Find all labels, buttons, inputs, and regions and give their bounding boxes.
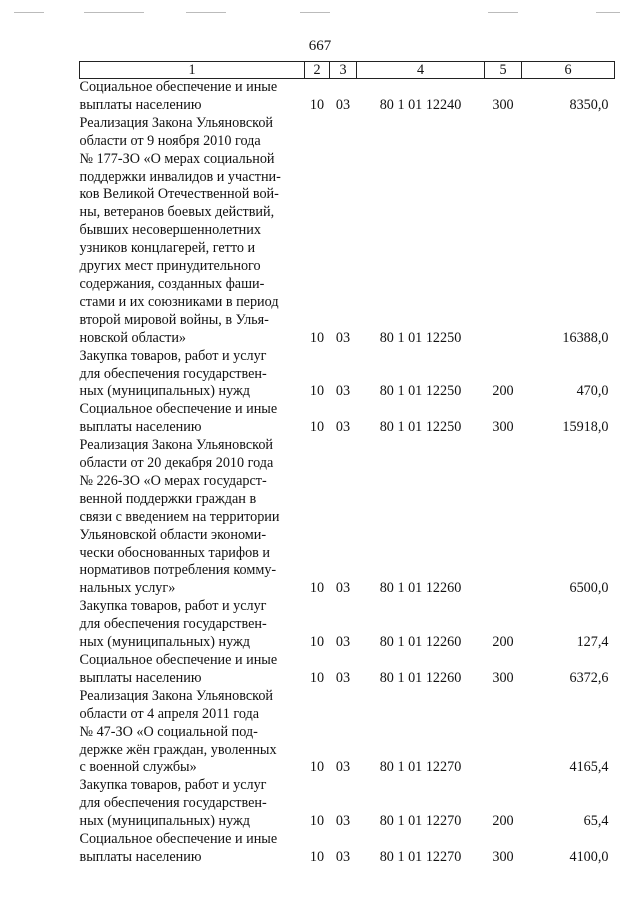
table-row	[80, 777, 615, 831]
amount-value: 6372,6	[569, 669, 609, 686]
expense-type-code: 200	[492, 383, 514, 400]
table-row	[80, 598, 615, 652]
description-line: стами и их союзниками в период	[79, 293, 279, 310]
row-description	[80, 115, 305, 348]
description-line: держке жён граждан, уволенных	[79, 741, 277, 758]
target-article-code: 80 1 01 12250	[379, 419, 462, 436]
row-description	[80, 688, 305, 778]
target-article-code: 80 1 01 12260	[379, 634, 462, 651]
target-article-code: 80 1 01 12270	[379, 848, 462, 865]
expense-type-code: 300	[492, 96, 514, 113]
section-code: 10	[309, 813, 325, 830]
amount-value: 6500,0	[569, 580, 609, 597]
amount-value: 16388,0	[562, 329, 609, 346]
table-body	[80, 79, 615, 867]
description-line: ны, ветеранов боевых действий,	[79, 204, 275, 221]
section-code: 10	[309, 848, 325, 865]
description-line: выплаты населению	[79, 419, 202, 436]
budget-table	[79, 61, 615, 867]
description-line: для обеспечения государствен-	[79, 616, 267, 633]
description-line: Социальное обеспечение и иные	[79, 652, 278, 668]
description-line: Социальное обеспечение и иные	[79, 401, 278, 418]
amount-value: 15918,0	[562, 419, 609, 436]
description-line: № 177-ЗО «О мерах социальной	[79, 150, 275, 167]
description-line: Реализация Закона Ульяновской	[79, 437, 274, 454]
column-header: 4	[357, 62, 485, 79]
row-description	[80, 831, 305, 867]
table-row	[80, 688, 615, 778]
target-article-code: 80 1 01 12240	[379, 96, 462, 113]
description-line: области от 20 декабря 2010 года	[79, 455, 274, 472]
description-line: нормативов потребления комму-	[79, 562, 277, 579]
page-number: 667	[308, 38, 332, 54]
expense-type-code: 300	[492, 669, 514, 686]
description-line: бывших несовершеннолетних	[79, 222, 261, 239]
subsection-code: 03	[335, 383, 351, 400]
description-line: ных (муниципальных) нужд	[79, 813, 251, 830]
description-line: ных (муниципальных) нужд	[79, 383, 251, 400]
target-article-code: 80 1 01 12260	[379, 669, 462, 686]
subsection-code: 03	[335, 759, 351, 776]
subsection-code: 03	[335, 329, 351, 346]
description-line: Социальное обеспечение и иные	[79, 79, 278, 95]
column-header: 2	[305, 62, 330, 79]
description-line: области от 4 апреля 2011 года	[79, 705, 260, 722]
description-line: связи с введением на территории	[79, 508, 280, 525]
description-line: Социальное обеспечение и иные	[79, 831, 278, 848]
column-header: 6	[522, 62, 615, 79]
scan-artifact	[84, 12, 144, 13]
subsection-code: 03	[335, 419, 351, 436]
section-code: 10	[309, 759, 325, 776]
section-code: 10	[309, 669, 325, 686]
table-row	[80, 401, 615, 437]
section-code: 10	[309, 96, 325, 113]
description-line: для обеспечения государствен-	[79, 795, 267, 812]
table-header-row	[80, 62, 615, 79]
expense-type-code	[485, 437, 522, 598]
expense-type-code: 200	[492, 634, 514, 651]
description-line: выплаты населению	[79, 96, 202, 113]
amount-value: 4100,0	[569, 848, 609, 865]
description-line: других мест принудительного	[79, 258, 261, 275]
description-line: Реализация Закона Ульяновской	[79, 114, 274, 131]
description-line: Закупка товаров, работ и услуг	[79, 598, 267, 615]
description-line: венной поддержки граждан в	[79, 490, 257, 507]
amount-value: 65,4	[583, 813, 609, 830]
description-line: Реализация Закона Ульяновской	[79, 687, 274, 704]
scan-artifact	[596, 12, 620, 13]
description-line: чески обоснованных тарифов и	[79, 544, 271, 561]
section-code: 10	[309, 329, 325, 346]
amount-value: 127,4	[576, 634, 609, 651]
section-code: 10	[309, 419, 325, 436]
row-description	[80, 437, 305, 598]
target-article-code: 80 1 01 12250	[379, 329, 462, 346]
table-row	[80, 831, 615, 867]
subsection-code: 03	[335, 96, 351, 113]
row-description	[80, 652, 305, 688]
amount-value: 4165,4	[569, 759, 609, 776]
row-description	[80, 79, 305, 115]
description-line: второй мировой войны, в Улья-	[79, 311, 269, 328]
description-line: № 226-ЗО «О мерах государст-	[79, 472, 267, 489]
target-article-code: 80 1 01 12250	[379, 383, 462, 400]
description-line: Закупка товаров, работ и услуг	[79, 777, 267, 794]
row-description	[80, 348, 305, 402]
description-line: выплаты населению	[79, 669, 202, 686]
scan-artifact	[14, 12, 44, 13]
target-article-code: 80 1 01 12270	[379, 813, 462, 830]
description-line: с военной службы»	[79, 759, 197, 776]
table-row	[80, 437, 615, 598]
section-code: 10	[309, 580, 325, 597]
table-row	[80, 652, 615, 688]
expense-type-code	[485, 115, 522, 348]
row-description	[80, 401, 305, 437]
row-description	[80, 777, 305, 831]
description-line: узников концлагерей, гетто и	[79, 240, 256, 257]
description-line: содержания, созданных фаши-	[79, 275, 265, 292]
expense-type-code	[485, 688, 522, 778]
row-description	[80, 598, 305, 652]
subsection-code: 03	[335, 813, 351, 830]
column-header: 1	[80, 62, 305, 79]
scan-artifact	[186, 12, 226, 13]
subsection-code: 03	[335, 580, 351, 597]
expense-type-code: 300	[492, 419, 514, 436]
description-line: ных (муниципальных) нужд	[79, 634, 251, 651]
table-row	[80, 348, 615, 402]
subsection-code: 03	[335, 669, 351, 686]
table-row	[80, 115, 615, 348]
section-code: 10	[309, 383, 325, 400]
description-line: № 47-ЗО «О социальной под-	[79, 723, 258, 740]
amount-value: 8350,0	[569, 96, 609, 113]
column-header: 3	[330, 62, 357, 79]
target-article-code: 80 1 01 12260	[379, 580, 462, 597]
scan-artifact	[488, 12, 518, 13]
description-line: поддержки инвалидов и участни-	[79, 168, 281, 185]
amount-value: 470,0	[576, 383, 609, 400]
column-header: 5	[485, 62, 522, 79]
scan-artifact	[300, 12, 330, 13]
subsection-code: 03	[335, 848, 351, 865]
description-line: ков Великой Отечественной вой-	[79, 186, 279, 203]
description-line: Ульяновской области экономи-	[79, 526, 267, 543]
description-line: новской области»	[79, 329, 187, 346]
target-article-code: 80 1 01 12270	[379, 759, 462, 776]
description-line: для обеспечения государствен-	[79, 365, 267, 382]
subsection-code: 03	[335, 634, 351, 651]
section-code: 10	[309, 634, 325, 651]
description-line: выплаты населению	[79, 848, 202, 865]
description-line: нальных услуг»	[79, 580, 176, 597]
expense-type-code: 200	[492, 813, 514, 830]
description-line: Закупка товаров, работ и услуг	[79, 347, 267, 364]
table-row	[80, 79, 615, 115]
description-line: области от 9 ноября 2010 года	[79, 132, 261, 149]
expense-type-code: 300	[492, 848, 514, 865]
